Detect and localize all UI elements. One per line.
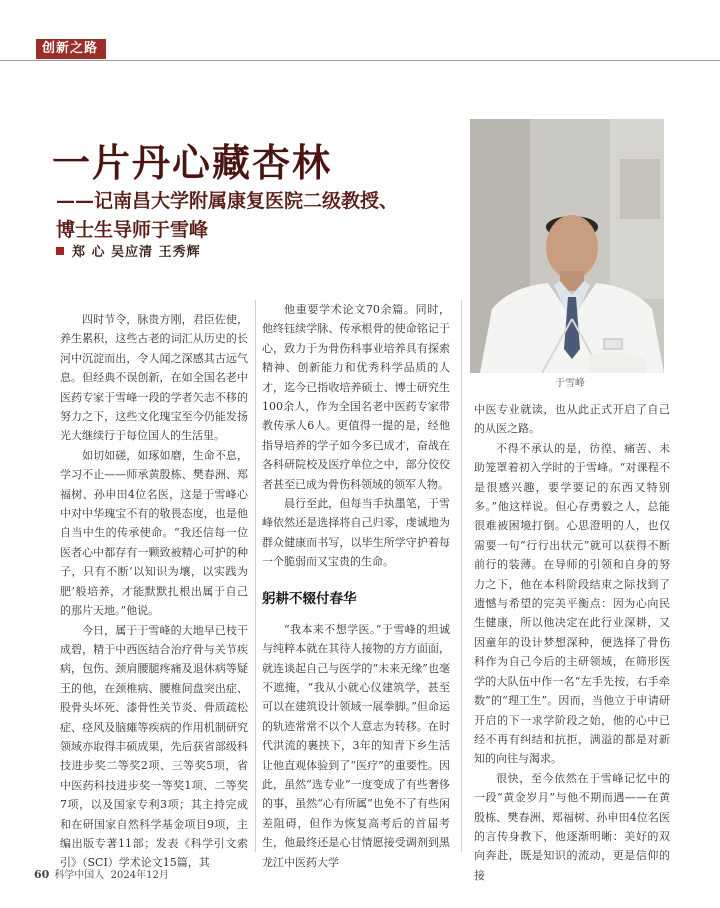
article-authors: 郑 心 吴应清 王秀辉 xyxy=(72,245,201,260)
body-column-1 xyxy=(60,310,248,873)
portrait-illustration xyxy=(470,119,664,373)
body-paragraph: 四时节令，脉贵方刚，君臣佐使，养生累积，这些古老的词汇从历史的长河中沉淀而出，令人闻之深感其古远气息。但经典不误创新，在如全国名老中医药专家于雪峰一段的学者矢志不移的努力之下，这些文化瑰宝至今仍能发扬光大继续行于每位国人的生活里。 xyxy=(60,313,248,443)
body-paragraph: 他重要学术论文70余篇。同时，他终钰续学脉、传承根骨的使命铭记于心，致力于为骨伤科事业培养具有探索精神、创新能力和优秀科学品质的人才，迄今已指收培养硕士、博士研究生100余人，作为全国名老中医药专家带教传承人6人。更值得一提的是，经他指导培养的学子如今多已成才，奋战在各科研院校及医疗单位之中，部分佼佼者甚至已成为骨伤科领域的领军人物。 xyxy=(262,303,450,491)
body-column-2 xyxy=(262,300,450,872)
article-title: 一片丹心藏杏林 xyxy=(52,140,333,185)
body-paragraph: 如切如磋，如琢如磨，生命不息，学习不止——师承黄殷栋、樊春洲、郑福树、孙申田4位名医，这是于雪峰心中对中华瑰宝不有的敬畏态度，也是他自当中生的传承使命。“我还信每一位医者心中都存有一颗致被精心可护的种子，只有不断‘以知识为壤，以实践为肥’般培养，才能默默扎根出属于自己的那片天地。”他说。 xyxy=(60,448,248,618)
photo-caption: 于雪峰 xyxy=(555,378,585,389)
page-footer xyxy=(34,866,169,881)
body-paragraph: “我本来不想学医。”于雪峰的坦诚与纯粹本就在其待人接物的方方面面，就连谈起自己与医学的“未来无缘”也毫不遮掩，“我从小就心仪建筑学，甚至可以在建筑设计领域一展拳脚。”但命运的轨迹常常不以个人意志为转移。在时代洪流的裹挟下，3年的知青下乡生活让他直观体验到了“医疗”的重要性。因此，虽然“选专业”一度变成了有些奢侈的事，虽然“心有所属”也免不了有些闲差阻碍，但作为恢复高考后的首届考生，他最终还是心甘情愿接受调剂到黑龙江中医药大学 xyxy=(262,622,450,869)
body-paragraph: 不得不承认的是，彷徨、痛苦、未助笼罩着初入学时的于雪峰。“对课程不是很感兴趣，要学要记的东西又特别多。”他这样说。但心存勇毅之人，总能很难被困境打倒。心思澄明的人，也仅需要一句“行行出状元”就可以获得不断前行的装薄。在导师的引领和自身的努力之下，他在本科阶段结束之际找到了遗憾与希望的完美平衡点：因为心向民生健康，所以他决定在此行业深耕，又因童年的设计梦想深种，便选择了骨伤科作为自己今后的主研领域，在筛形医学的大队伍中作一名“左手先按，右手牵数”的“理工生”。因而，当他立于申请研开启的下一求学阶段之始，他的心中已经不再有纠结和抗拒，满溢的都是对新知的向往与渴求。 xyxy=(474,441,670,766)
body-paragraph: 很快，至今依然在于雪峰记忆中的一段“黄金岁月”与他不期而遇——在黄殷栋、樊春洲、郑福树、孙申田4位名医的言传身教下，他逐渐明晰：美好的双向奔赴，既是知识的流动，更是信仰的接 xyxy=(474,771,670,882)
publication-name: 科学中国人 xyxy=(54,870,105,881)
body-column-3 xyxy=(474,400,670,885)
issue-date: 2024年12月 xyxy=(110,870,169,881)
section-heading: 躬耕不辍付春华 xyxy=(262,590,357,607)
column-divider xyxy=(255,300,256,852)
body-paragraph: 今日，属于于雪峰的大地早已枝干成碧，精于中西医结合治疗骨与关节疾病，包伤、颈肩腰腿疼痛及退休病等疑王的他，在颈椎病、腰椎间盘突出症、股骨头坏死、漆骨性关节炎、骨质疏松症、痉风及脑瘫等疾病的作用机制研究领域亦取得丰硕成果，先后获省部级科技进步奖二等奖2项、三等奖5项，省中医药科技进步奖一等奖1项、二等奖7项，以及国家专利3项；其主持完成和在研国家自然科学基金项目9项，主编出版专著11部；发表《科学引文索引》（SCI）学术论文15篇，其 xyxy=(60,623,248,870)
body-paragraph: 晨行至此，但每当手执墨笔，于雪峰依然还是选择将自己归零，虔诚地为群众健康而书写，以毕生所学守护着每一个脆弱而又宝贵的生命。 xyxy=(262,497,450,569)
article-subtitle-line-1: ——记南昌大学附属康复医院二级教授、 xyxy=(56,190,399,212)
article-subtitle-line-2: 博士生导师于雪峰 xyxy=(56,219,209,241)
header-divider xyxy=(0,60,720,61)
portrait-photo xyxy=(470,119,664,373)
body-paragraph: 中医专业就读，也从此正式开启了自己的从医之路。 xyxy=(474,403,670,436)
column-divider xyxy=(461,300,462,852)
author-bullet-icon xyxy=(56,247,64,255)
column-label: 创新之路 xyxy=(36,39,106,59)
page-number: 60 xyxy=(34,868,50,881)
